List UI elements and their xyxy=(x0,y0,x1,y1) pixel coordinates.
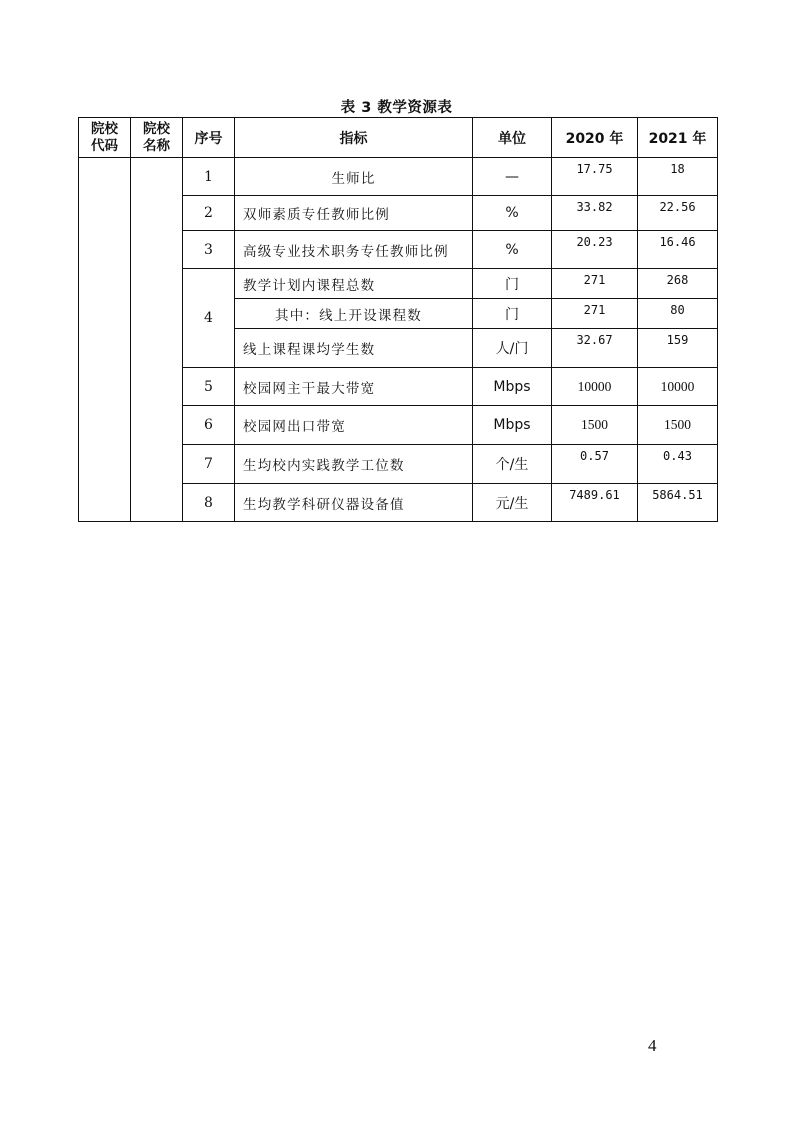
header-college-code-line2: 代码 xyxy=(91,137,118,154)
indicator-cell: 生师比 xyxy=(235,158,473,196)
seq-cell: 4 xyxy=(183,269,235,368)
value-2021-cell: 268 xyxy=(638,269,718,299)
header-indicator: 指标 xyxy=(235,118,473,158)
indicator-cell: 生均教学科研仪器设备值 xyxy=(235,484,473,522)
seq-cell: 6 xyxy=(183,406,235,445)
header-college-name-line2: 名称 xyxy=(143,137,170,154)
value-2020-cell: 17.75 xyxy=(552,158,638,196)
value-2021-cell: 5864.51 xyxy=(638,484,718,522)
value-2021-cell: 18 xyxy=(638,158,718,196)
indicator-cell: 线上课程课均学生数 xyxy=(235,329,473,368)
value-2020-cell: 33.82 xyxy=(552,196,638,231)
value-2021-cell: 22.56 xyxy=(638,196,718,231)
header-2021: 2021 年 xyxy=(638,118,718,158)
value-2020-cell: 7489.61 xyxy=(552,484,638,522)
college-name-cell xyxy=(131,158,183,522)
value-2020-cell: 271 xyxy=(552,269,638,299)
seq-cell: 8 xyxy=(183,484,235,522)
seq-cell: 3 xyxy=(183,231,235,269)
indicator-cell: 校园网主干最大带宽 xyxy=(235,368,473,406)
indicator-cell: 校园网出口带宽 xyxy=(235,406,473,445)
indicator-cell: 教学计划内课程总数 xyxy=(235,269,473,299)
teaching-resources-table xyxy=(78,117,718,522)
value-2021-cell: 1500 xyxy=(638,406,718,445)
table-caption: 表 3 教学资源表 xyxy=(340,100,453,116)
unit-cell: 人/门 xyxy=(473,329,552,368)
header-unit: 单位 xyxy=(473,118,552,158)
header-row xyxy=(79,118,718,158)
unit-cell: 个/生 xyxy=(473,445,552,484)
unit-cell: 元/生 xyxy=(473,484,552,522)
value-2021-cell: 0.43 xyxy=(638,445,718,484)
unit-cell: Mbps xyxy=(473,368,552,406)
value-2021-cell: 10000 xyxy=(638,368,718,406)
indicator-cell: 高级专业技术职务专任教师比例 xyxy=(235,231,473,269)
unit-cell: % xyxy=(473,231,552,269)
unit-cell: 门 xyxy=(473,299,552,329)
value-2020-cell: 32.67 xyxy=(552,329,638,368)
header-2020: 2020 年 xyxy=(552,118,638,158)
header-college-code-line1: 院校 xyxy=(91,120,118,137)
value-2020-cell: 10000 xyxy=(552,368,638,406)
unit-cell: Mbps xyxy=(473,406,552,445)
indicator-cell: 双师素质专任教师比例 xyxy=(235,196,473,231)
unit-cell: % xyxy=(473,196,552,231)
value-2021-cell: 159 xyxy=(638,329,718,368)
unit-cell: 门 xyxy=(473,269,552,299)
value-2020-cell: 271 xyxy=(552,299,638,329)
value-2021-cell: 80 xyxy=(638,299,718,329)
header-seq: 序号 xyxy=(183,118,235,158)
unit-cell: — xyxy=(473,158,552,196)
page-number: 4 xyxy=(648,1036,657,1055)
header-college-code xyxy=(79,118,131,158)
seq-cell: 2 xyxy=(183,196,235,231)
table-row xyxy=(79,158,718,196)
value-2020-cell: 0.57 xyxy=(552,445,638,484)
indicator-cell: 其中：线上开设课程数 xyxy=(235,299,473,329)
seq-cell: 1 xyxy=(183,158,235,196)
header-college-name-line1: 院校 xyxy=(143,120,170,137)
indicator-cell: 生均校内实践教学工位数 xyxy=(235,445,473,484)
value-2021-cell: 16.46 xyxy=(638,231,718,269)
college-code-cell xyxy=(79,158,131,522)
value-2020-cell: 20.23 xyxy=(552,231,638,269)
seq-cell: 5 xyxy=(183,368,235,406)
seq-cell: 7 xyxy=(183,445,235,484)
value-2020-cell: 1500 xyxy=(552,406,638,445)
header-college-name xyxy=(131,118,183,158)
